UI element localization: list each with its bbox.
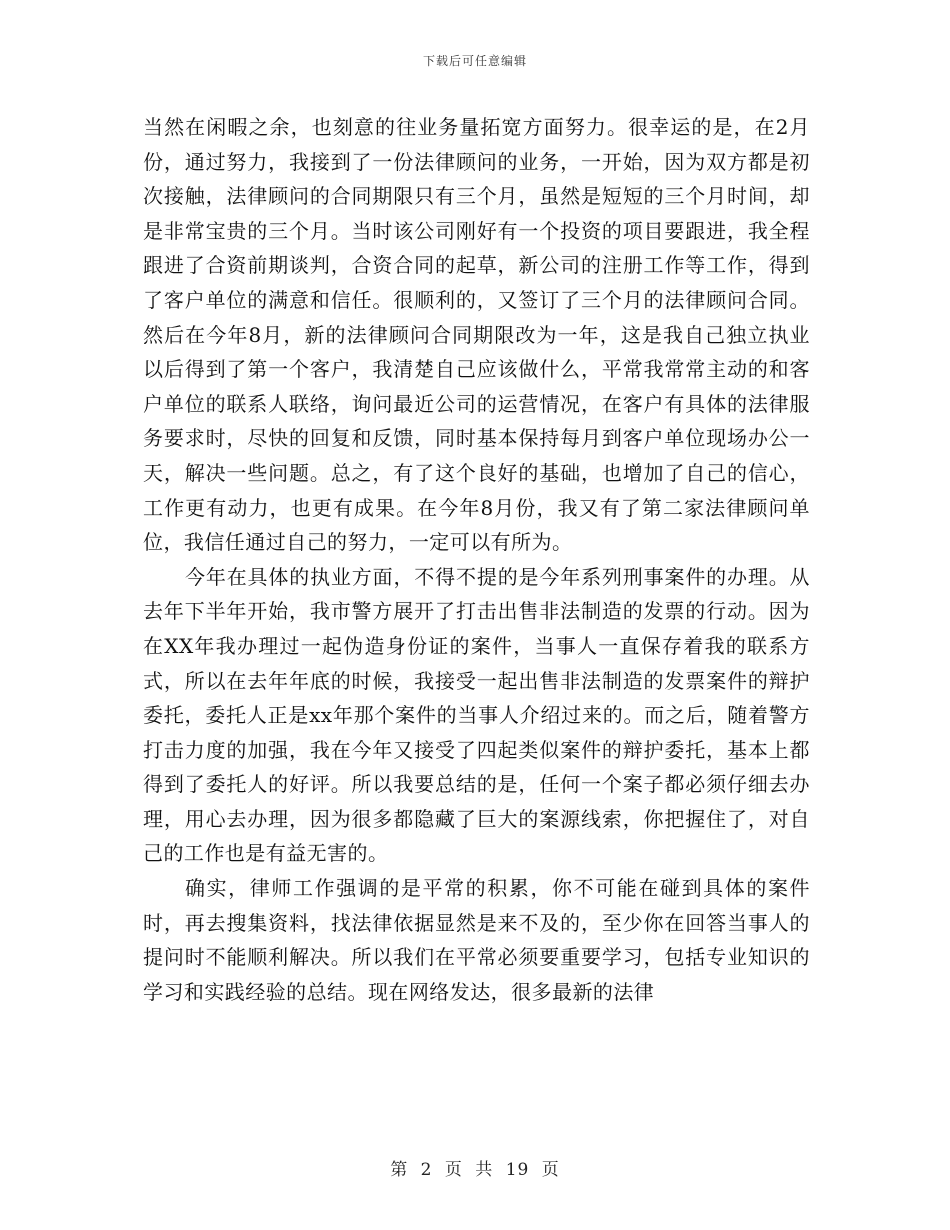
paragraph-1: 当然在闲暇之余，也刻意的往业务量拓宽方面努力。很幸运的是，在2月份，通过努力，我接到了一份法律顾问的业务，一开始，因为双方都是初次接触，法律顾问的合同期限只有三个月，虽然是短短的三个月时间，却是非常宝贵的三个月。当时该公司刚好有一个投资的项目要跟进，我全程跟进了合资前期谈判，合资合同的起草，新公司的注册工作等工作，得到了客户单位的满意和信任。很顺利的，又签订了三个月的法律顾问合同。然后在今年8月，新的法律顾问合同期限改为一年，这是我自己独立执业以后得到了第一个客户，我清楚自己应该做什么，平常我常常主动的和客户单位的联系人联络，询问最近公司的运营情况，在客户有具体的法律服务要求时，尽快的回复和反馈，同时基本保持每月到客户单位现场办公一天，解决一些问题。总之，有了这个良好的基础，也增加了自己的信心，工作更有动力，也更有成果。在今年8月份，我又有了第二家法律顾问单位，我信任通过自己的努力，一定可以有所为。 bbox=[143, 115, 810, 555]
footer-label-di: 第 bbox=[390, 1160, 409, 1180]
paragraph-2: 今年在具体的执业方面，不得不提的是今年系列刑事案件的办理。从去年下半年开始，我市警方展开了打击出售非法制造的发票的行动。因为在XX年我办理过一起伪造身份证的案件，当事人一直保存着我的联系方式，所以在去年年底的时候，我接受一起出售非法制造的发票案件的辩护委托，委托人正是xx年那个案件的当事人介绍过来的。而之后，随着警方打击力度的加强，我在今年又接受了四起类似案件的辩护委托，基本上都得到了委托人的好评。所以我要总结的是，任何一个案子都必须仔细去办理，用心去办理，因为很多都隐藏了巨大的案源线索，你把握住了，对自己的工作也是有益无害的。 bbox=[143, 564, 810, 866]
document-body bbox=[143, 110, 810, 1009]
page-header: 下载后可任意编辑 bbox=[422, 54, 527, 68]
footer-label-ye: 页 bbox=[444, 1160, 463, 1180]
footer-page-number: 2 bbox=[420, 1160, 433, 1180]
footer-total-pages: 19 bbox=[505, 1160, 530, 1180]
footer-label-ye-2: 页 bbox=[541, 1160, 560, 1180]
paragraph-3: 确实，律师工作强调的是平常的积累，你不可能在碰到具体的案件时，再去搜集资料，找法律依据显然是来不及的，至少你在回答当事人的提问时不能顺利解决。所以我们在平常必须要重要学习，包括专业知识的学习和实践经验的总结。现在网络发达，很多最新的法律 bbox=[143, 876, 810, 1004]
footer-label-gong: 共 bbox=[475, 1160, 494, 1180]
page-footer bbox=[0, 1155, 950, 1180]
